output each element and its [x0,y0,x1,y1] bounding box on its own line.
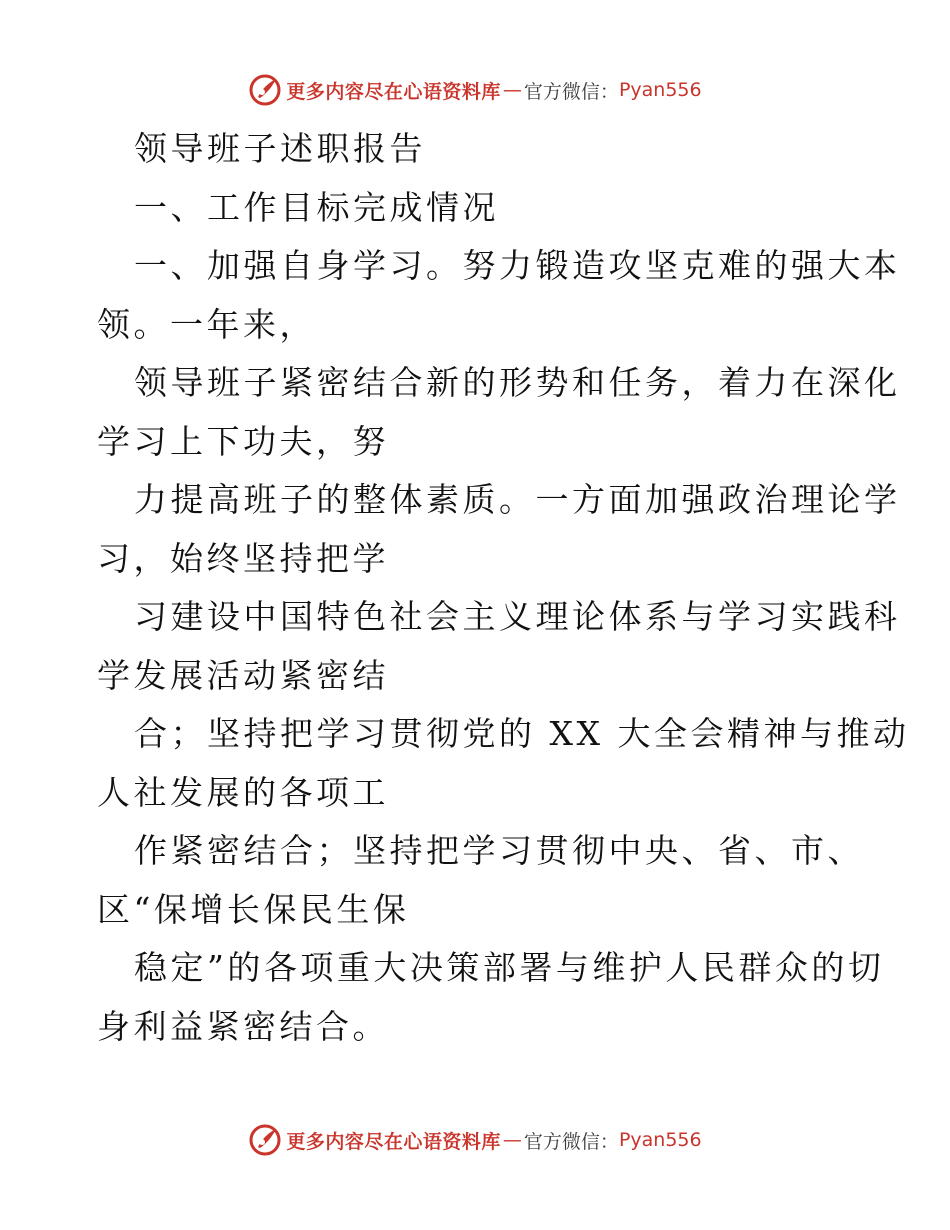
paragraph-line: 稳定”的各项重大决策部署与维护人民群众的切 [134,948,885,987]
paragraph-line: 领。一年来， [97,304,316,344]
paragraph-line: 学习上下功夫，努 [97,421,389,461]
paragraph-line: 作紧密结合；坚持把学习贯彻中央、省、市、 [134,831,864,870]
paragraph-line: 合；坚持把学习贯彻党的 XX 大全会精神与推动 [134,714,910,753]
paragraph-line: 习建设中国特色社会主义理论体系与学习实践科 [134,597,901,636]
header-watermark [0,70,950,110]
paragraph-line: 人社发展的各项工 [97,772,389,812]
document-body [97,120,910,1056]
paragraph-line: 身利益紧密结合。 [97,1006,389,1046]
watermark-label: 官方微信： [523,80,619,103]
quill-logo-icon [248,1123,282,1157]
section-heading: 一、工作目标完成情况 [134,187,499,227]
quill-logo-icon [248,73,282,107]
paragraph-line: 习，始终坚持把学 [97,538,389,578]
watermark-dash: — [502,79,522,101]
watermark-dash: — [502,1129,522,1151]
paragraph-line: 一、加强自身学习。努力锻造攻坚克难的强大本 [134,246,901,285]
paragraph-line: 区“保增长保民生保 [97,889,410,929]
watermark-wechat-id: Pyan556 [618,1129,702,1151]
footer-watermark [0,1120,950,1160]
paragraph-line: 学发展活动紧密结 [97,655,389,695]
watermark-brand: 更多内容尽在心语资料库 [286,1130,501,1153]
document-title: 领导班子述职报告 [134,129,426,168]
watermark-brand: 更多内容尽在心语资料库 [286,80,501,103]
watermark-wechat-id: Pyan556 [618,79,702,101]
paragraph-line: 领导班子紧密结合新的形势和任务，着力在深化 [134,363,901,402]
watermark-label: 官方微信： [523,1130,619,1153]
paragraph-line: 力提高班子的整体素质。一方面加强政治理论学 [134,480,901,519]
